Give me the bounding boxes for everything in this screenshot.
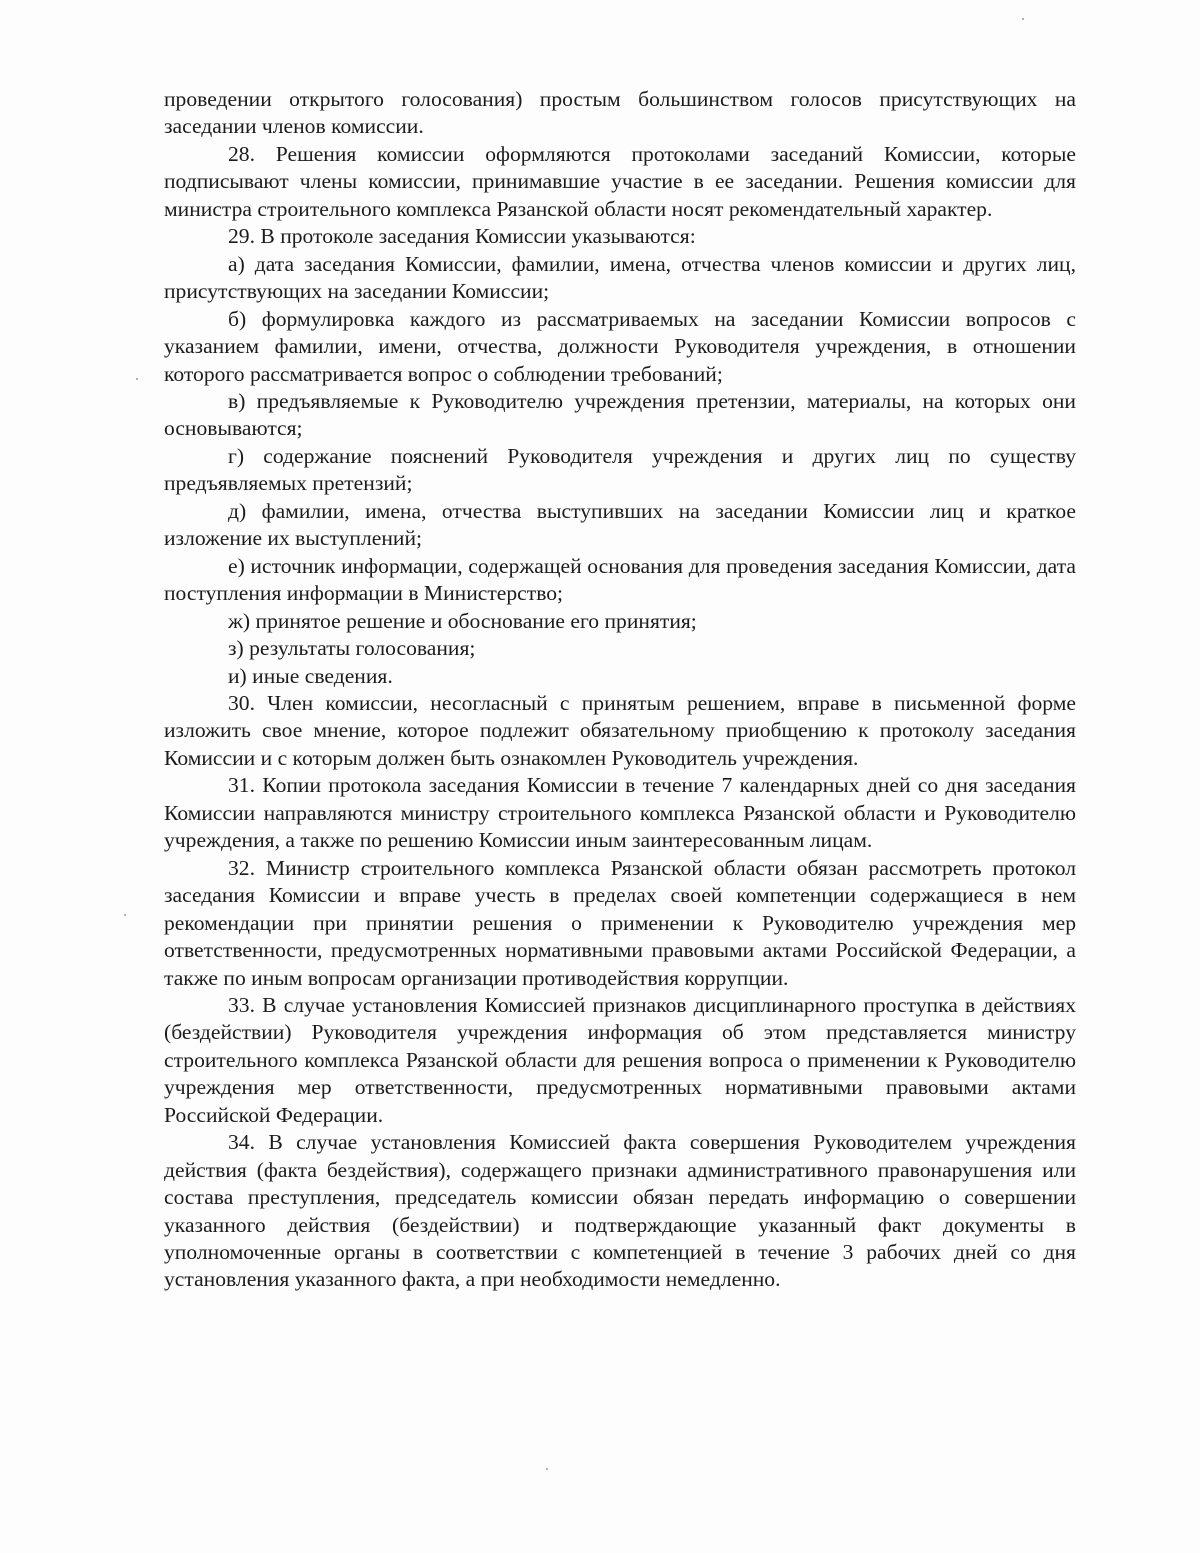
scan-speck	[124, 914, 126, 916]
scan-speck	[136, 378, 138, 380]
scan-speck	[546, 1468, 548, 1470]
paragraph-31: 31. Копии протокола заседания Комиссии в течение 7 календарных дней со дня заседания Комиссии направляются министру строительного комплекса Рязанской области и Руководителю учреждения, а также по решению Комиссии иным заинтересованным лицам.	[164, 773, 1076, 853]
paragraph-29-g: г) содержание пояснений Руководителя учреждения и других лиц по существу предъявляемых претензий;	[164, 443, 1076, 496]
paragraph-33: 33. В случае установления Комиссией признаков дисциплинарного проступка в действиях (бездействии) Руководителя учреждения информация об этом представляется министру строительного комплекса Рязанской области для решения вопроса о применении к Руководителю учреждения мер ответственности, предусмотренных нормативными правовыми актами Российской Федерации.	[164, 992, 1076, 1127]
paragraph-29: 29. В протоколе заседания Комиссии указываются:	[228, 224, 696, 249]
scan-speck	[1022, 18, 1024, 20]
document-body	[164, 86, 1076, 1294]
paragraph-29-z: з) результаты голосования;	[228, 636, 476, 661]
paragraph-29-b: б) формулировка каждого из рассматриваемых на заседании Комиссии вопросов с указанием фамилии, имени, отчества, должности Руководителя учреждения, в отношении которого рассматривается вопрос о соблюдении требований;	[164, 306, 1076, 386]
paragraph-34: 34. В случае установления Комиссией факта совершения Руководителем учреждения действия (факта бездействия), содержащего признаки административного правонарушения или состава преступления, председатель комиссии обязан передать информацию о совершении указанного действия (бездействии) и подтверждающие указанный факт документы в уполномоченные органы в соответствии с компетенцией в течение 3 рабочих дней со дня установления указанного факта, а при необходимости немедленно.	[164, 1130, 1076, 1292]
paragraph-29-zh: ж) принятое решение и обоснование его принятия;	[228, 608, 697, 633]
paragraph-29-e: е) источник информации, содержащей основания для проведения заседания Комиссии, дата поступления информации в Министерство;	[164, 553, 1076, 606]
paragraph-29-v: в) предъявляемые к Руководителю учреждения претензии, материалы, на которых они основываются;	[164, 388, 1076, 441]
paragraph-28: 28. Решения комиссии оформляются протоколами заседаний Комиссии, которые подписывают члены комиссии, принимавшие участие в ее заседании. Решения комиссии для министра строительного комплекса Рязанской области носят рекомендательный характер.	[164, 141, 1076, 221]
paragraph-29-a: а) дата заседания Комиссии, фамилии, имена, отчества членов комиссии и других лиц, присутствующих на заседании Комиссии;	[164, 251, 1076, 304]
paragraph-continuation: проведении открытого голосования) простым большинством голосов присутствующих на заседании членов комиссии.	[164, 87, 1076, 139]
paragraph-32: 32. Министр строительного комплекса Рязанской области обязан рассмотреть протокол заседания Комиссии и вправе учесть в пределах своей компетенции содержащиеся в нем рекомендации при принятии решения о применении к Руководителю учреждения мер ответственности, предусмотренных нормативными правовыми актами Российской Федерации, а также по иным вопросам организации противодействия коррупции.	[164, 855, 1076, 990]
paragraph-30: 30. Член комиссии, несогласный с принятым решением, вправе в письменной форме изложить свое мнение, которое подлежит обязательному приобщению к протоколу заседания Комиссии и с которым должен быть ознакомлен Руководитель учреждения.	[164, 690, 1076, 770]
paragraph-29-i: и) иные сведения.	[228, 663, 393, 688]
paragraph-29-d: д) фамилии, имена, отчества выступивших на заседании Комиссии лиц и краткое изложение их выступлений;	[164, 498, 1076, 551]
